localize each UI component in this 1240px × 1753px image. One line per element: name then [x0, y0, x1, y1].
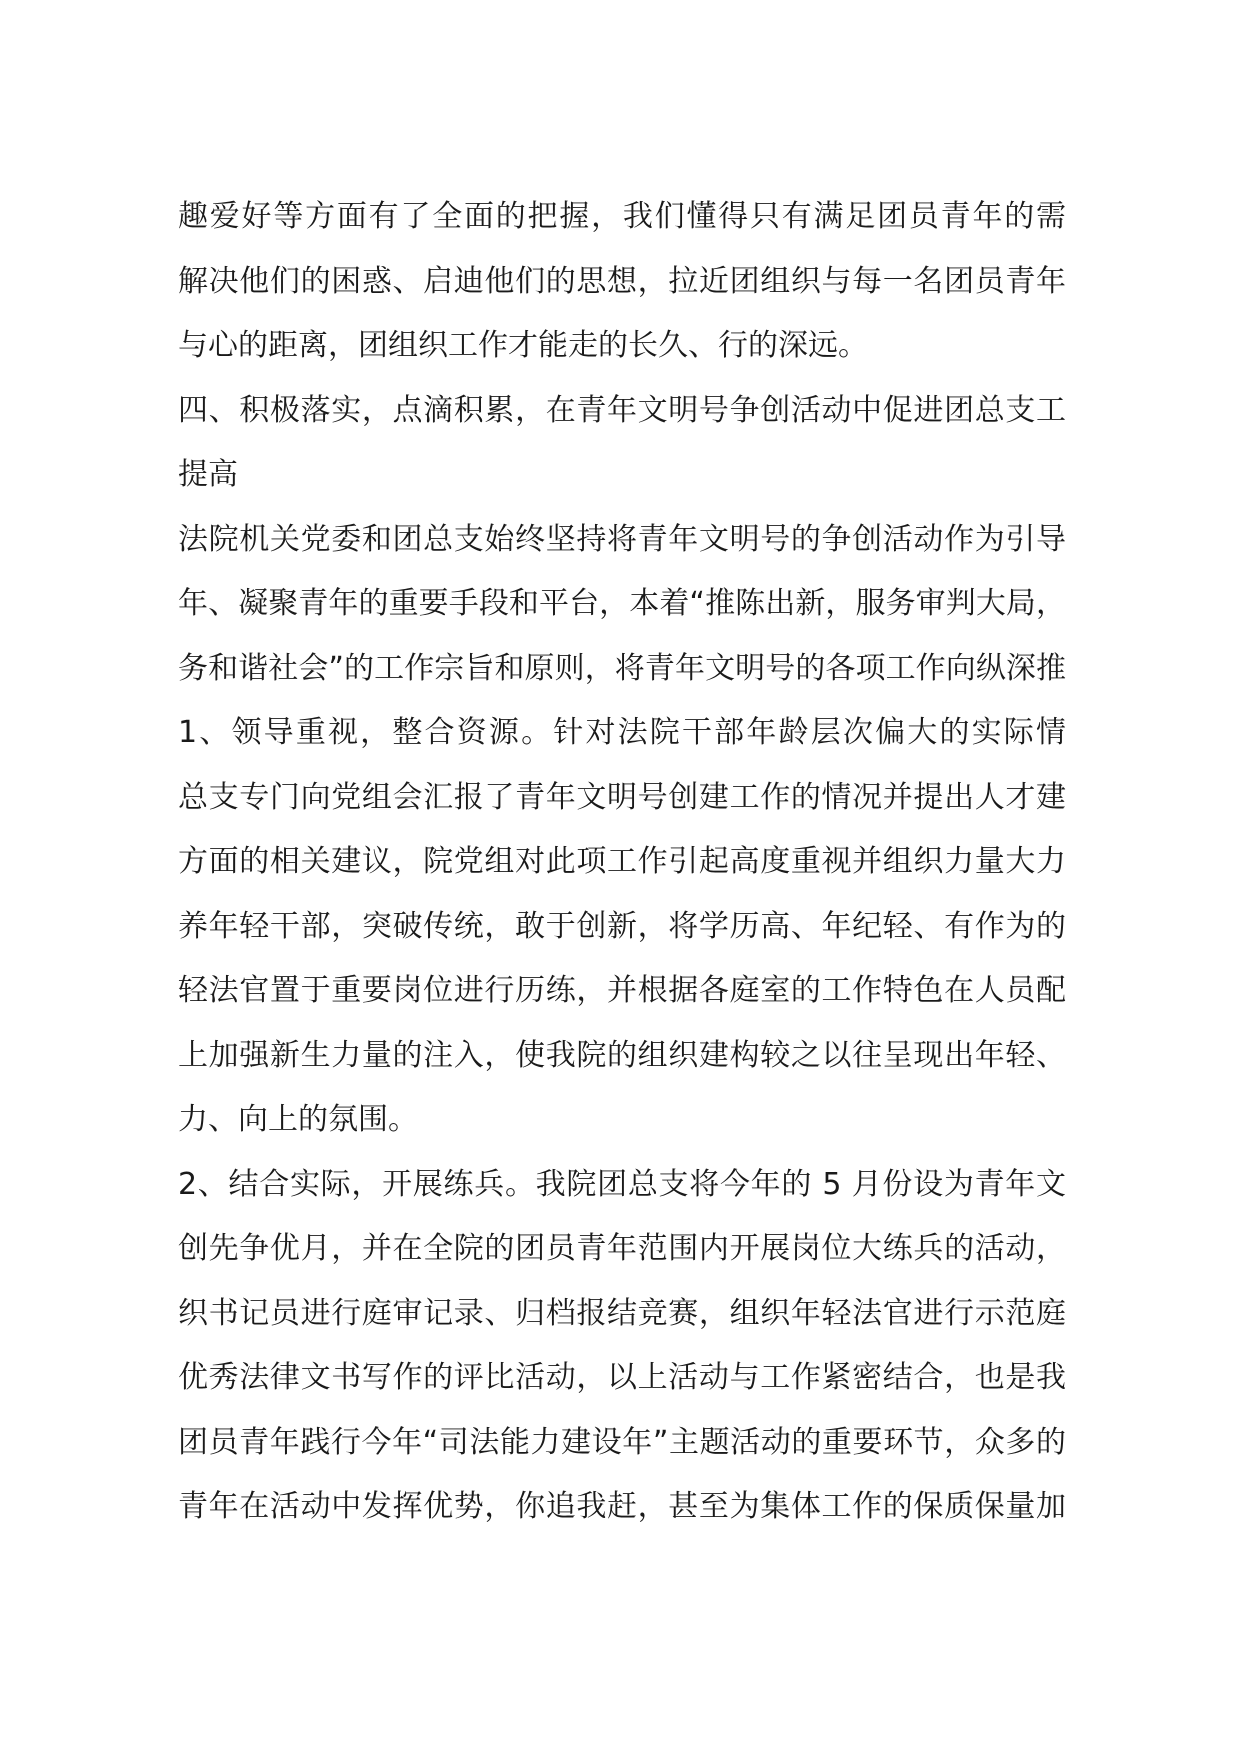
text-line: 年、凝聚青年的重要手段和平台，本着“推陈出新，服务审判大局， — [178, 586, 1066, 621]
text-line: 趣爱好等方面有了全面的把握，我们懂得只有满足团员青年的需 — [178, 199, 1066, 234]
text-line: 上加强新生力量的注入，使我院的组织建构较之以往呈现出年轻、 — [178, 1037, 1066, 1073]
text-line: 与心的距离，团组织工作才能走的长久、行的深远。 — [178, 328, 868, 363]
text-line: 方面的相关建议，院党组对此项工作引起高度重视并组织力量大力 — [178, 844, 1066, 879]
text-line: 轻法官置于重要岗位进行历练，并根据各庭室的工作特色在人员配 — [178, 973, 1066, 1008]
text-line: 法院机关党委和团总支始终坚持将青年文明号的争创活动作为引导 — [178, 521, 1066, 557]
text-line: 创先争优月，并在全院的团员青年范围内开展岗位大练兵的活动， — [178, 1231, 1066, 1266]
text-line: 青年在活动中发挥优势，你追我赶，甚至为集体工作的保质保量加 — [178, 1489, 1066, 1524]
text-line: 2、结合实际，开展练兵。我院团总支将今年的 5 月份设为青年文 — [178, 1166, 1066, 1202]
text-line: 织书记员进行庭审记录、归档报结竞赛，组织年轻法官进行示范庭 — [178, 1295, 1066, 1331]
document-body — [178, 185, 1066, 1540]
text-line: 总支专门向党组会汇报了青年文明号创建工作的情况并提出人才建 — [178, 779, 1066, 815]
text-line: 优秀法律文书写作的评比活动，以上活动与工作紧密结合，也是我 — [178, 1360, 1066, 1395]
text-line: 1、领导重视，整合资源。针对法院干部年龄层次偏大的实际情 — [178, 715, 1066, 750]
text-line: 力、向上的氛围。 — [178, 1102, 418, 1137]
text-line: 养年轻干部，突破传统，敢于创新，将学历高、年纪轻、有作为的 — [178, 908, 1066, 944]
text-line: 解决他们的困惑、启迪他们的思想，拉近团组织与每一名团员青年 — [178, 263, 1066, 299]
section-heading-continued: 提高 — [178, 457, 238, 492]
section-heading: 四、积极落实，点滴积累，在青年文明号争创活动中促进团总支工 — [178, 392, 1066, 428]
text-line: 团员青年践行今年“司法能力建设年”主题活动的重要环节，众多的 — [178, 1424, 1066, 1460]
text-line: 务和谐社会”的工作宗旨和原则，将青年文明号的各项工作向纵深推 — [178, 650, 1066, 686]
